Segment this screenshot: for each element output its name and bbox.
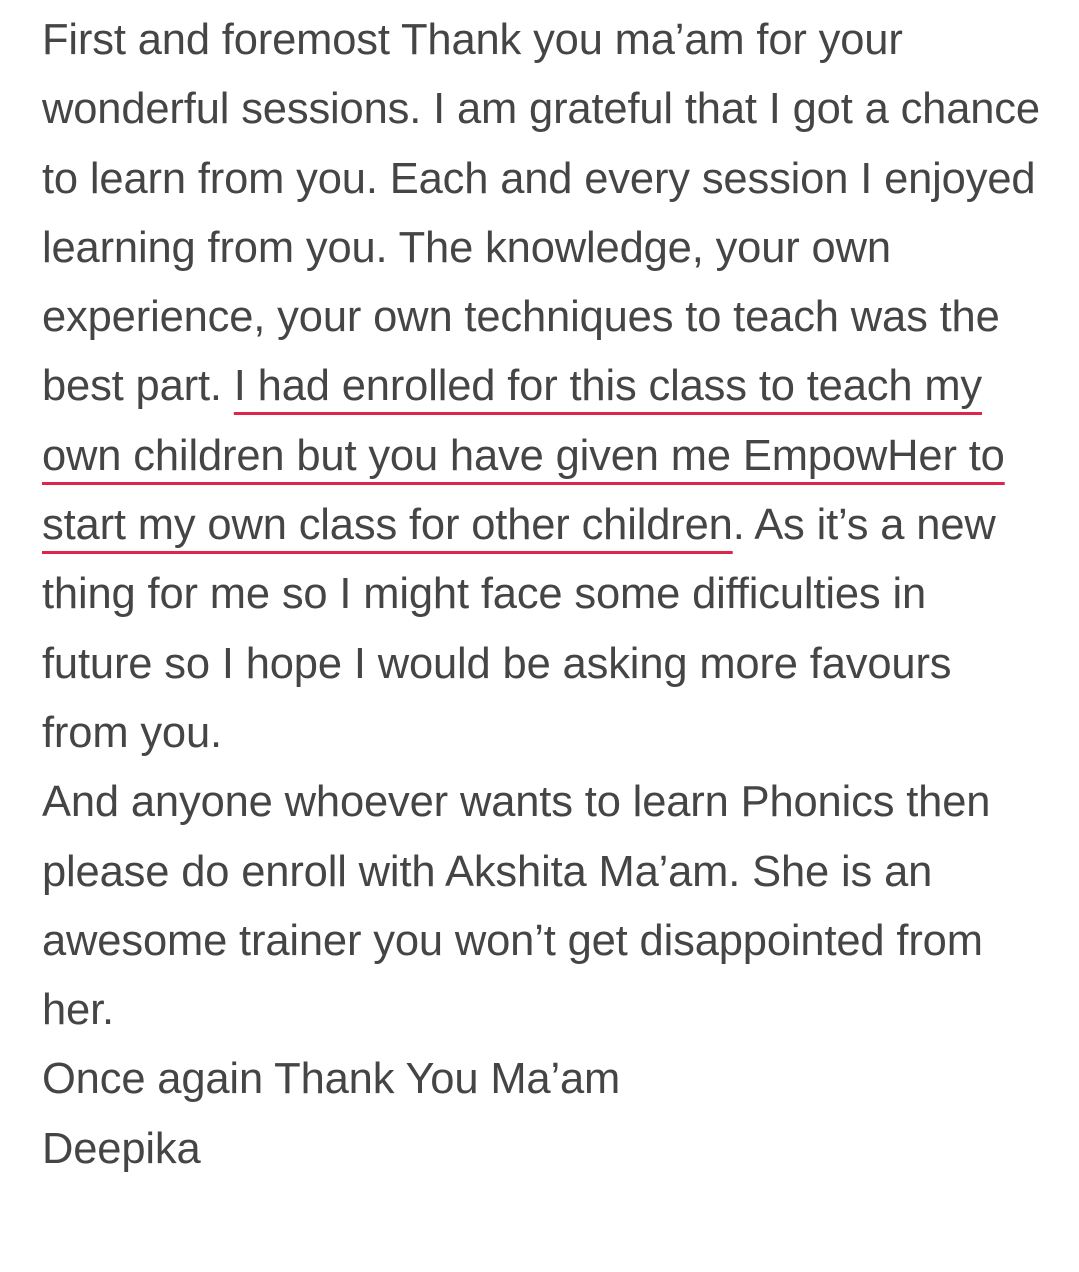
message-text-continued: . As it’s a new thing for me so I might face some difficulties in future so I hope I would be asking more favours from you. (42, 501, 996, 757)
testimonial-message (42, 6, 1042, 1184)
closing-line: Once again Thank You Ma’am (42, 1055, 621, 1104)
message-text: First and foremost Thank you ma’am for your wonderful sessions. I am grateful that I got a chance to learn from you. Each and every session I enjoyed learning from you. The knowledge, your own experience, your own techniques to teach was the best part. (42, 16, 1040, 411)
message-paragraph (42, 6, 1042, 768)
signature: Deepika (42, 1124, 201, 1173)
highlighted-text: I had enrolled for this class to teach my own children but you have given me EmpowHer to start my own class for other children (42, 362, 1005, 550)
recommendation-paragraph: And anyone whoever wants to learn Phonics then please do enroll with Akshita Ma’am. She is an awesome trainer you won’t get disappointed from her. (42, 778, 991, 1035)
